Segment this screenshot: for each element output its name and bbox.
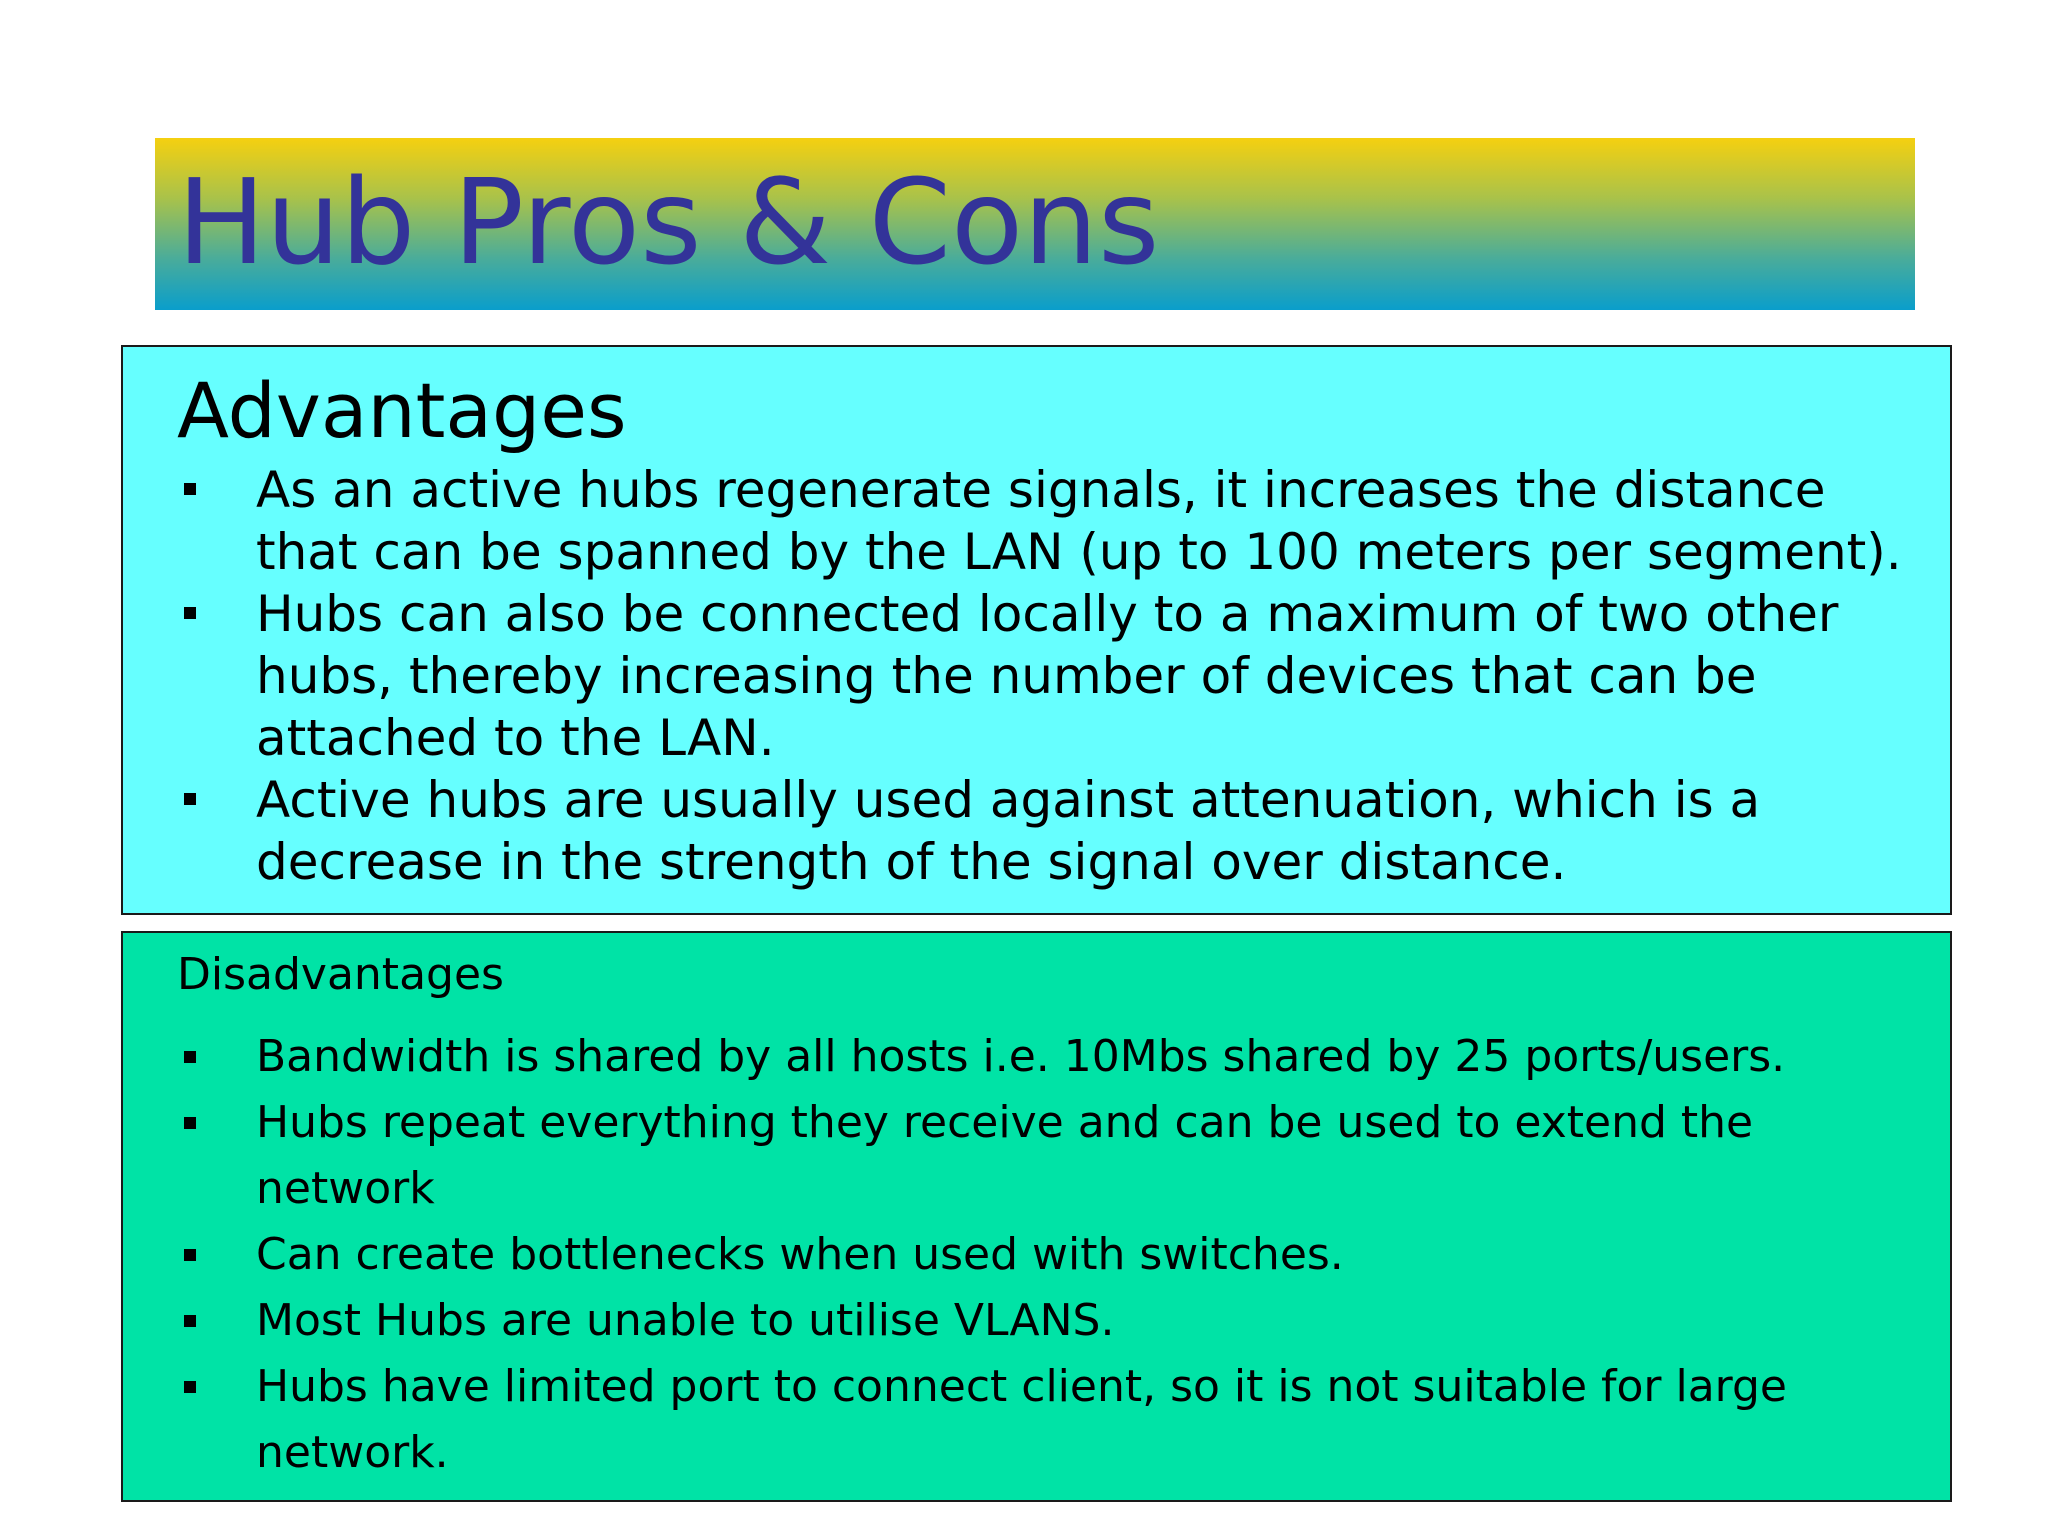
list-item	[123, 459, 1954, 583]
disadvantages-panel	[121, 931, 1952, 1502]
list-item	[123, 1288, 1954, 1354]
list-item-text: Hubs have limited port to connect client, so it is not suitable for large network.	[256, 1361, 1787, 1478]
square-bullet-icon	[184, 483, 196, 495]
square-bullet-icon	[184, 1315, 196, 1327]
list-item-text: Can create bottlenecks when used with switches.	[256, 1229, 1344, 1280]
advantages-list	[123, 459, 1954, 893]
title-banner	[155, 138, 1915, 310]
list-item	[123, 1090, 1954, 1222]
square-bullet-icon	[184, 1051, 196, 1063]
list-item-text: As an active hubs regenerate signals, it increases the distance that can be spanned by the LAN (up to 100 meters per segment).	[256, 461, 1902, 581]
square-bullet-icon	[184, 1249, 196, 1261]
advantages-heading: Advantages	[177, 366, 627, 455]
list-item	[123, 583, 1954, 769]
list-item-text: Hubs can also be connected locally to a maximum of two other hubs, thereby increasing the number of devices that can be attached to the LAN.	[256, 585, 1839, 767]
disadvantages-list	[123, 1024, 1954, 1486]
square-bullet-icon	[184, 1117, 196, 1129]
disadvantages-heading: Disadvantages	[177, 949, 504, 1000]
list-item	[123, 1354, 1954, 1486]
list-item	[123, 1222, 1954, 1288]
square-bullet-icon	[184, 1381, 196, 1393]
list-item-text: Active hubs are usually used against attenuation, which is a decrease in the strength of the signal over distance.	[256, 771, 1761, 891]
list-item	[123, 1024, 1954, 1090]
square-bullet-icon	[184, 607, 196, 619]
list-item-text: Bandwidth is shared by all hosts i.e. 10Mbs shared by 25 ports/users.	[256, 1031, 1786, 1082]
square-bullet-icon	[184, 793, 196, 805]
list-item-text: Most Hubs are unable to utilise VLANS.	[256, 1295, 1115, 1346]
advantages-panel	[121, 345, 1952, 915]
list-item-text: Hubs repeat everything they receive and can be used to extend the network	[256, 1097, 1754, 1214]
slide-title: Hub Pros & Cons	[177, 153, 1160, 291]
list-item	[123, 769, 1954, 893]
